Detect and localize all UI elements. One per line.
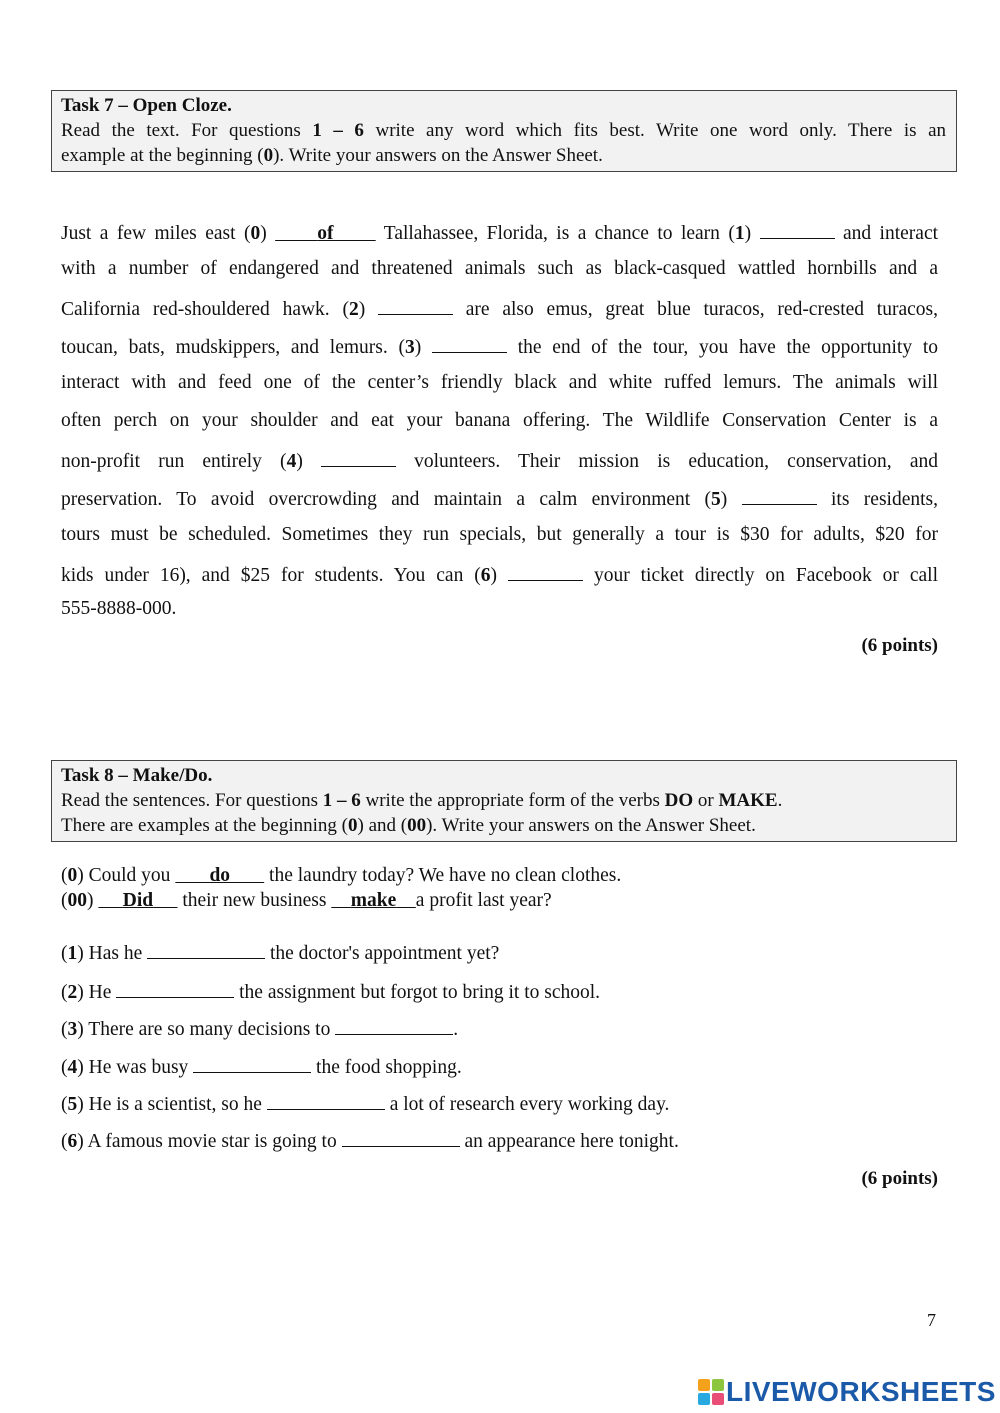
passage-line-10: kids under 16), and $25 for students. You can (6) your ticket directly on Facebook or call [61,562,938,586]
passage-line-4: toucan, bats, mudskippers, and lemurs. (3) the end of the tour, you have the opportunity to [61,334,938,358]
page-number: 7 [927,1310,936,1330]
item-3-blank[interactable] [335,1016,453,1035]
task8-item-3: (3) There are so many decisions to . [61,1016,458,1041]
item-6-blank[interactable] [342,1128,460,1147]
gap-2-blank[interactable] [378,296,453,315]
logo-square-2 [712,1379,724,1391]
passage-line-5: interact with and feed one of the center’s friendly black and white ruffed lemurs. The animals will [61,372,938,393]
task8-instructions-line1: Read the sentences. For questions 1 – 6 write the appropriate form of the verbs DO or MAKE. [61,790,783,811]
liveworksheets-logo-icon [698,1379,724,1405]
task7-instructions-line2: example at the beginning (0). Write your answers on the Answer Sheet. [61,145,603,166]
gap-4-blank[interactable] [321,448,396,467]
liveworksheets-logo-text: LIVEWORKSHEETS [726,1376,996,1407]
task8-item-6: (6) A famous movie star is going to an appearance here tonight. [61,1128,679,1153]
example-answer-0: of [317,223,334,244]
task7-points: (6 points) [861,635,938,656]
gap-6-blank[interactable] [508,562,583,581]
task7-instructions-box [51,90,957,172]
gap-5-blank[interactable] [742,486,817,505]
task8-item-4: (4) He was busy the food shopping. [61,1054,462,1079]
item-1-blank[interactable] [147,940,265,959]
task8-points: (6 points) [861,1168,938,1189]
task8-example-00: (00) Did their new business make a profit last year? [61,890,552,911]
item-5-blank[interactable] [267,1091,385,1110]
passage-line-6: often perch on your shoulder and eat your banana offering. The Wildlife Conservation Center is a [61,410,938,431]
example-answer-did: Did [122,890,154,911]
gap-1-blank[interactable] [760,220,835,239]
task8-item-5: (5) He is a scientist, so he a lot of research every working day. [61,1091,669,1116]
gap-3-blank[interactable] [432,334,507,353]
passage-line-7: non-profit run entirely (4) volunteers. Their mission is education, conservation, and [61,448,938,472]
logo-square-1 [698,1379,710,1391]
passage-line-1: Just a few miles east (0) of Tallahassee, Florida, is a chance to learn (1) and interact [61,220,938,244]
task8-instructions-line2: There are examples at the beginning (0) and (00). Write your answers on the Answer Sheet. [61,815,756,836]
task8-example-0: (0) Could you do the laundry today? We have no clean clothes. [61,865,622,886]
liveworksheets-logo [698,1376,996,1408]
passage-line-9: tours must be scheduled. Sometimes they run specials, but generally a tour is $30 for adults, $20 for [61,524,938,545]
item-4-blank[interactable] [193,1054,311,1073]
logo-square-3 [698,1393,710,1405]
passage-line-3: California red-shouldered hawk. (2) are also emus, great blue turacos, red-crested turacos, [61,296,938,320]
passage-line-11: 555-8888-000. [61,598,177,619]
task7-instructions-line1: Read the text. For questions 1 – 6 write any word which fits best. Write one word only. There is an [61,120,946,141]
example-answer-make: make [350,890,397,911]
task8-instructions-box [51,760,957,842]
passage-line-2: with a number of endangered and threatened animals such as black-casqued wattled hornbills and a [61,258,938,279]
example-answer-do: do [209,865,231,886]
item-2-blank[interactable] [116,979,234,998]
logo-square-4 [712,1393,724,1405]
passage-line-8: preservation. To avoid overcrowding and maintain a calm environment (5) its residents, [61,486,938,510]
task8-item-1: (1) Has he the doctor's appointment yet? [61,940,499,965]
task8-item-2: (2) He the assignment but forgot to bring it to school. [61,979,600,1004]
task7-title: Task 7 – Open Cloze. [61,95,232,116]
task8-title: Task 8 – Make/Do. [61,765,213,786]
